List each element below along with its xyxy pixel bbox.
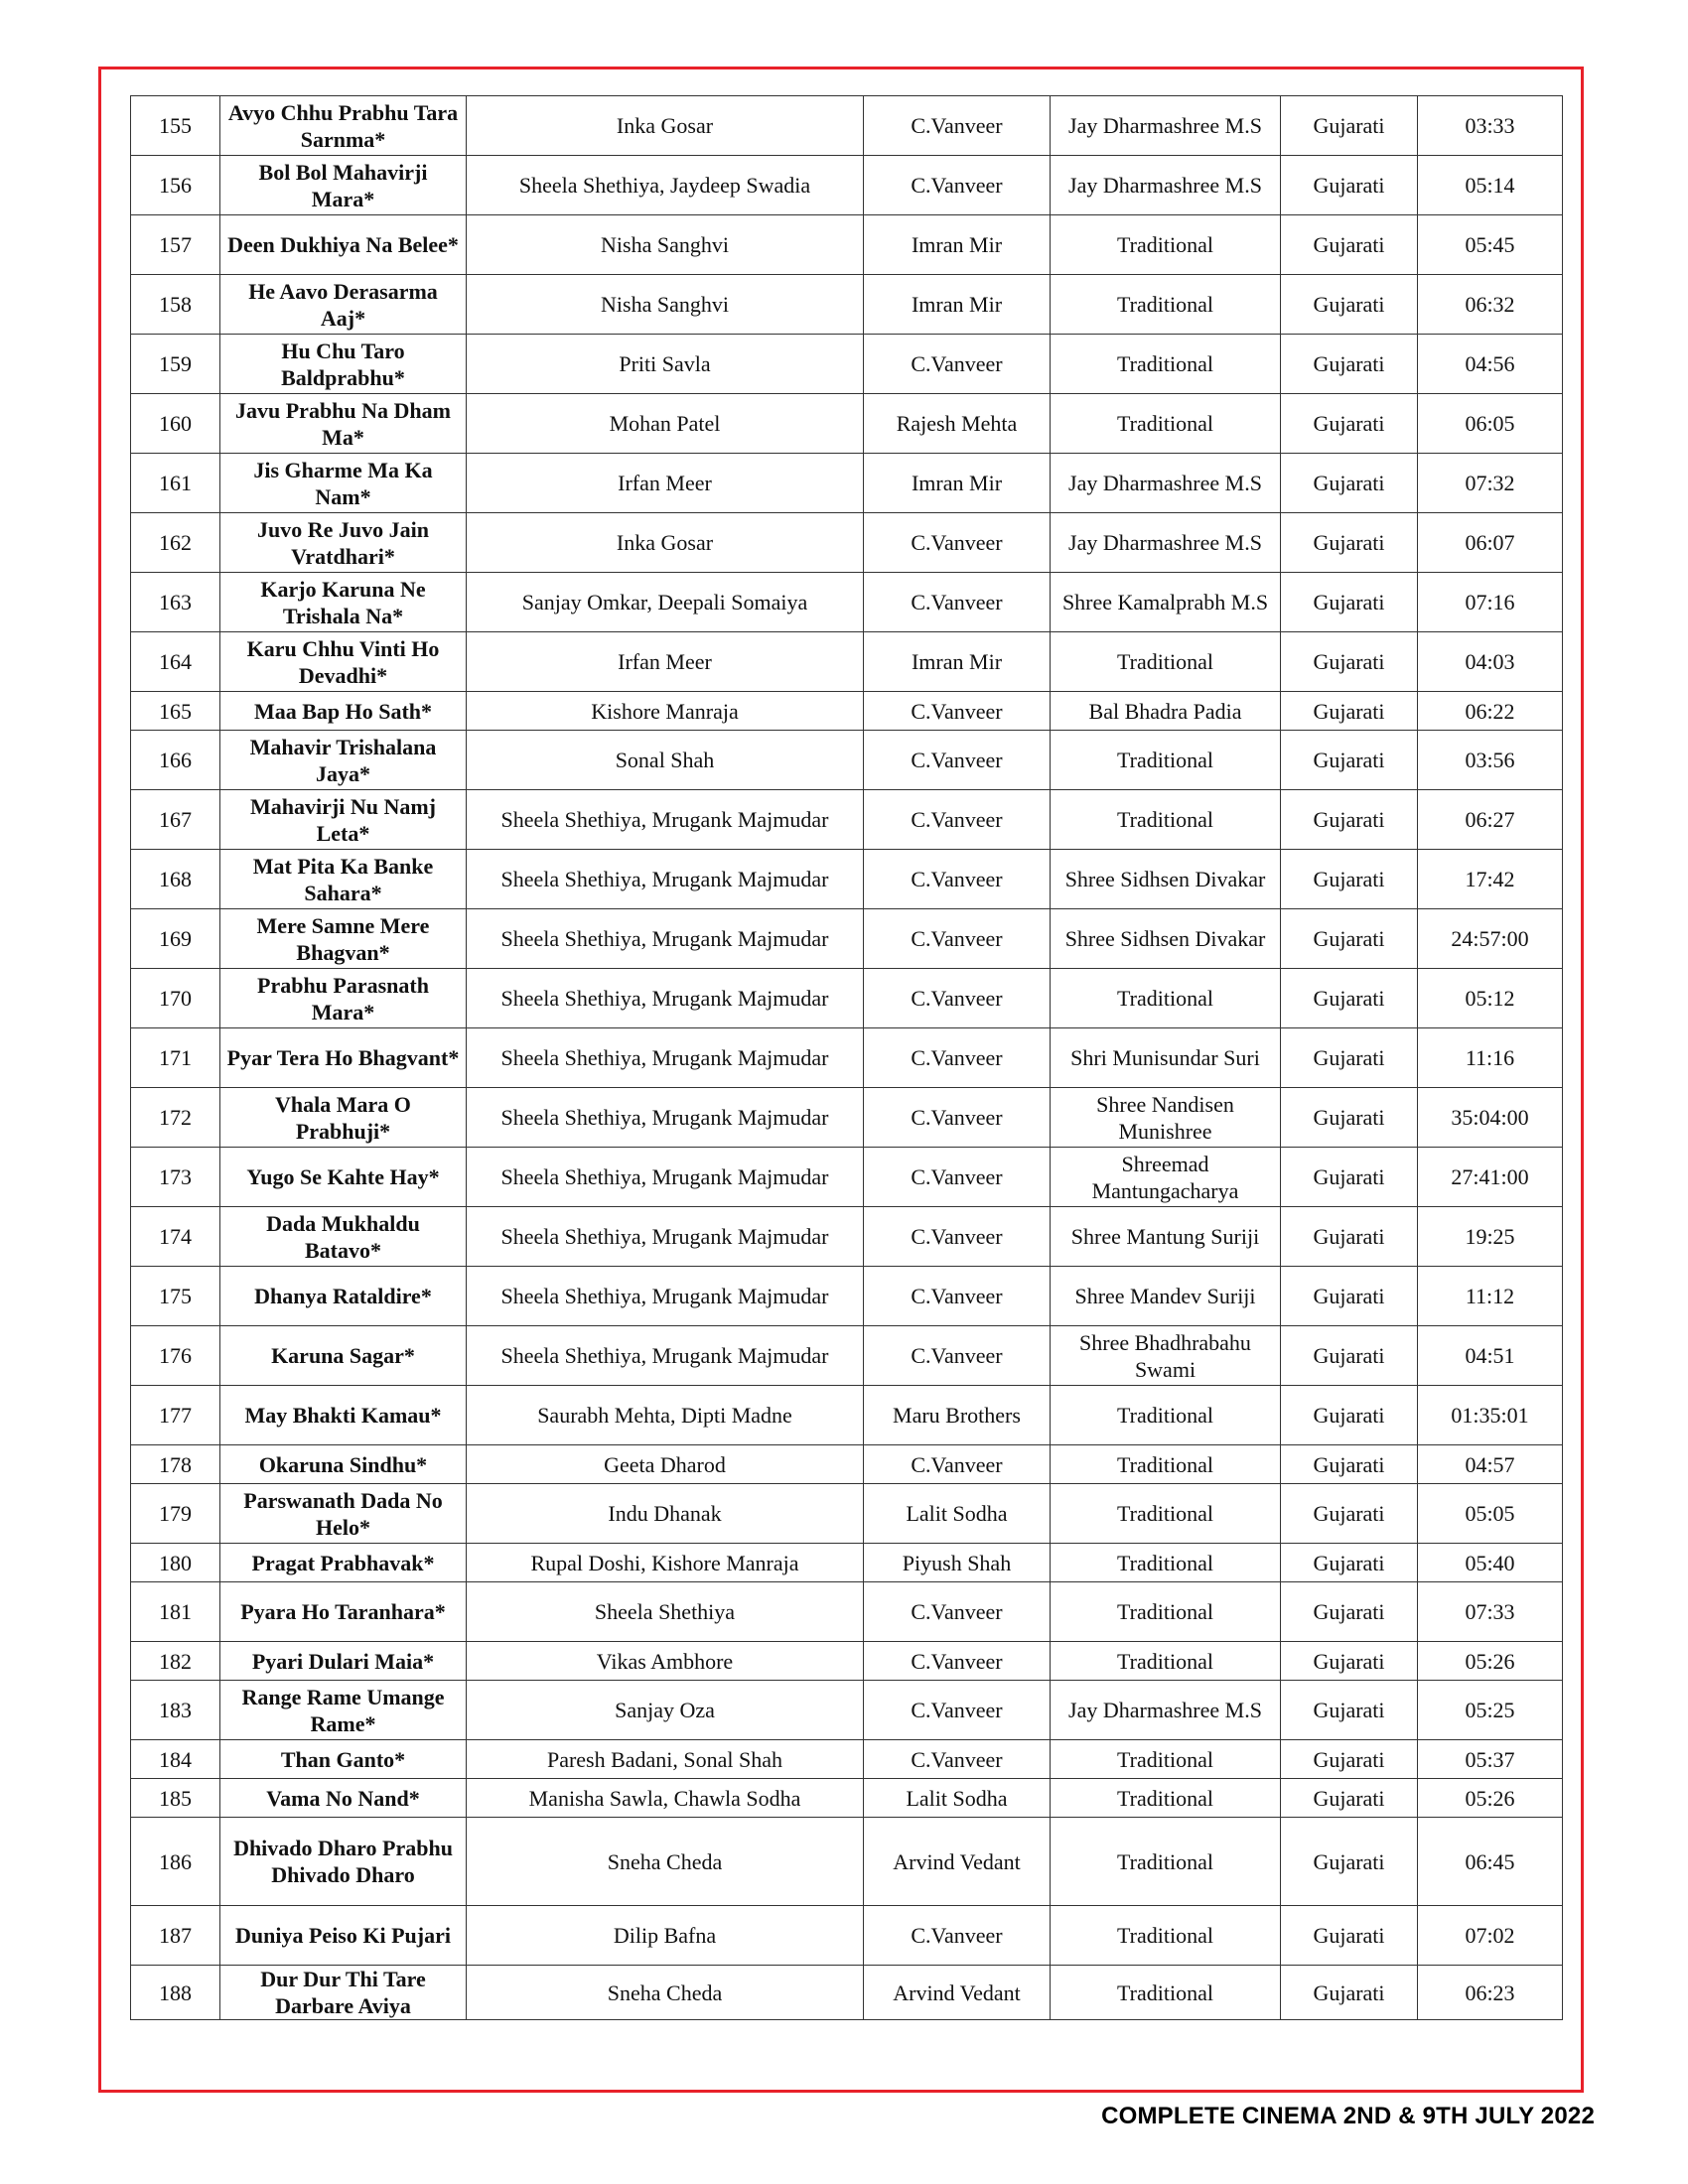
duration-cell: 06:32 (1418, 275, 1563, 335)
lyricist-cell: Shree Sidhsen Divakar (1051, 909, 1281, 969)
song-title-cell: Maa Bap Ho Sath* (220, 692, 467, 731)
serial-number-cell: 163 (131, 573, 220, 632)
lyricist-cell: Shree Sidhsen Divakar (1051, 850, 1281, 909)
lyricist-cell: Shree Bhadhrabahu Swami (1051, 1326, 1281, 1386)
table-row (131, 394, 1563, 454)
song-title-cell: Prabhu Parasnath Mara* (220, 969, 467, 1028)
song-title-cell: Dhivado Dharo Prabhu Dhivado Dharo (220, 1818, 467, 1906)
singer-cell: Irfan Meer (467, 632, 864, 692)
music-director-cell: C.Vanveer (864, 1642, 1051, 1681)
table-row (131, 632, 1563, 692)
song-title-cell: Than Ganto* (220, 1740, 467, 1779)
language-cell: Gujarati (1281, 790, 1418, 850)
lyricist-cell: Traditional (1051, 275, 1281, 335)
table-row (131, 731, 1563, 790)
table-row (131, 275, 1563, 335)
serial-number-cell: 175 (131, 1267, 220, 1326)
song-title-cell: Jis Gharme Ma Ka Nam* (220, 454, 467, 513)
music-director-cell: C.Vanveer (864, 1088, 1051, 1148)
duration-cell: 04:56 (1418, 335, 1563, 394)
music-director-cell: C.Vanveer (864, 96, 1051, 156)
language-cell: Gujarati (1281, 215, 1418, 275)
music-director-cell: Imran Mir (864, 454, 1051, 513)
music-director-cell: C.Vanveer (864, 692, 1051, 731)
serial-number-cell: 174 (131, 1207, 220, 1267)
singer-cell: Sheela Shethiya, Mrugank Majmudar (467, 969, 864, 1028)
singer-cell: Sheela Shethiya, Mrugank Majmudar (467, 850, 864, 909)
song-title-cell: Vama No Nand* (220, 1779, 467, 1818)
lyricist-cell: Shreemad Mantungacharya (1051, 1148, 1281, 1207)
duration-cell: 04:03 (1418, 632, 1563, 692)
serial-number-cell: 178 (131, 1445, 220, 1484)
song-title-cell: Duniya Peiso Ki Pujari (220, 1906, 467, 1966)
duration-cell: 05:40 (1418, 1544, 1563, 1582)
singer-cell: Sheela Shethiya, Mrugank Majmudar (467, 1326, 864, 1386)
table-body (131, 96, 1563, 2020)
table-row (131, 513, 1563, 573)
language-cell: Gujarati (1281, 1681, 1418, 1740)
music-director-cell: C.Vanveer (864, 1582, 1051, 1642)
language-cell: Gujarati (1281, 692, 1418, 731)
singer-cell: Sneha Cheda (467, 1966, 864, 2020)
table-row (131, 1267, 1563, 1326)
serial-number-cell: 170 (131, 969, 220, 1028)
music-director-cell: Imran Mir (864, 632, 1051, 692)
duration-cell: 05:05 (1418, 1484, 1563, 1544)
music-director-cell: C.Vanveer (864, 513, 1051, 573)
serial-number-cell: 179 (131, 1484, 220, 1544)
language-cell: Gujarati (1281, 969, 1418, 1028)
duration-cell: 11:12 (1418, 1267, 1563, 1326)
song-title-cell: Javu Prabhu Na Dham Ma* (220, 394, 467, 454)
duration-cell: 06:07 (1418, 513, 1563, 573)
language-cell: Gujarati (1281, 731, 1418, 790)
table-row (131, 850, 1563, 909)
lyricist-cell: Jay Dharmashree M.S (1051, 454, 1281, 513)
music-director-cell: C.Vanveer (864, 1326, 1051, 1386)
lyricist-cell: Traditional (1051, 1582, 1281, 1642)
duration-cell: 07:16 (1418, 573, 1563, 632)
duration-cell: 27:41:00 (1418, 1148, 1563, 1207)
lyricist-cell: Traditional (1051, 215, 1281, 275)
music-director-cell: C.Vanveer (864, 850, 1051, 909)
duration-cell: 07:32 (1418, 454, 1563, 513)
table-row (131, 156, 1563, 215)
language-cell: Gujarati (1281, 1148, 1418, 1207)
duration-cell: 05:26 (1418, 1779, 1563, 1818)
music-director-cell: Piyush Shah (864, 1544, 1051, 1582)
song-table (130, 95, 1563, 2020)
language-cell: Gujarati (1281, 909, 1418, 969)
language-cell: Gujarati (1281, 1326, 1418, 1386)
serial-number-cell: 182 (131, 1642, 220, 1681)
singer-cell: Sheela Shethiya, Jaydeep Swadia (467, 156, 864, 215)
language-cell: Gujarati (1281, 513, 1418, 573)
table-row (131, 1818, 1563, 1906)
serial-number-cell: 169 (131, 909, 220, 969)
table-row (131, 1544, 1563, 1582)
table-row (131, 573, 1563, 632)
music-director-cell: Maru Brothers (864, 1386, 1051, 1445)
singer-cell: Sheela Shethiya, Mrugank Majmudar (467, 909, 864, 969)
duration-cell: 05:14 (1418, 156, 1563, 215)
serial-number-cell: 181 (131, 1582, 220, 1642)
footer-text: COMPLETE CINEMA 2ND & 9TH JULY 2022 (1101, 2103, 1595, 2129)
music-director-cell: C.Vanveer (864, 1267, 1051, 1326)
serial-number-cell: 173 (131, 1148, 220, 1207)
serial-number-cell: 165 (131, 692, 220, 731)
serial-number-cell: 162 (131, 513, 220, 573)
table-row (131, 1779, 1563, 1818)
song-title-cell: Dur Dur Thi Tare Darbare Aviya (220, 1966, 467, 2020)
language-cell: Gujarati (1281, 1582, 1418, 1642)
language-cell: Gujarati (1281, 1966, 1418, 2020)
serial-number-cell: 157 (131, 215, 220, 275)
lyricist-cell: Shree Mantung Suriji (1051, 1207, 1281, 1267)
song-title-cell: Mahavirji Nu Namj Leta* (220, 790, 467, 850)
serial-number-cell: 160 (131, 394, 220, 454)
singer-cell: Geeta Dharod (467, 1445, 864, 1484)
singer-cell: Sheela Shethiya, Mrugank Majmudar (467, 1267, 864, 1326)
language-cell: Gujarati (1281, 1445, 1418, 1484)
duration-cell: 04:51 (1418, 1326, 1563, 1386)
language-cell: Gujarati (1281, 1386, 1418, 1445)
song-title-cell: Range Rame Umange Rame* (220, 1681, 467, 1740)
singer-cell: Saurabh Mehta, Dipti Madne (467, 1386, 864, 1445)
singer-cell: Sheela Shethiya, Mrugank Majmudar (467, 1028, 864, 1088)
song-title-cell: Dhanya Rataldire* (220, 1267, 467, 1326)
language-cell: Gujarati (1281, 632, 1418, 692)
lyricist-cell: Traditional (1051, 731, 1281, 790)
music-director-cell: Imran Mir (864, 275, 1051, 335)
music-director-cell: C.Vanveer (864, 573, 1051, 632)
singer-cell: Mohan Patel (467, 394, 864, 454)
singer-cell: Inka Gosar (467, 96, 864, 156)
language-cell: Gujarati (1281, 1267, 1418, 1326)
singer-cell: Sanjay Omkar, Deepali Somaiya (467, 573, 864, 632)
table-row (131, 1386, 1563, 1445)
singer-cell: Sheela Shethiya, Mrugank Majmudar (467, 1088, 864, 1148)
duration-cell: 05:26 (1418, 1642, 1563, 1681)
table-row (131, 1088, 1563, 1148)
table-row (131, 1484, 1563, 1544)
serial-number-cell: 186 (131, 1818, 220, 1906)
music-director-cell: C.Vanveer (864, 335, 1051, 394)
song-title-cell: Deen Dukhiya Na Belee* (220, 215, 467, 275)
music-director-cell: C.Vanveer (864, 969, 1051, 1028)
song-title-cell: Avyo Chhu Prabhu Tara Sarnma* (220, 96, 467, 156)
serial-number-cell: 187 (131, 1906, 220, 1966)
serial-number-cell: 184 (131, 1740, 220, 1779)
singer-cell: Nisha Sanghvi (467, 215, 864, 275)
music-director-cell: Arvind Vedant (864, 1818, 1051, 1906)
language-cell: Gujarati (1281, 1906, 1418, 1966)
lyricist-cell: Jay Dharmashree M.S (1051, 156, 1281, 215)
singer-cell: Sheela Shethiya, Mrugank Majmudar (467, 1207, 864, 1267)
serial-number-cell: 161 (131, 454, 220, 513)
duration-cell: 05:25 (1418, 1681, 1563, 1740)
singer-cell: Sheela Shethiya, Mrugank Majmudar (467, 790, 864, 850)
lyricist-cell: Traditional (1051, 1966, 1281, 2020)
table-row (131, 215, 1563, 275)
language-cell: Gujarati (1281, 573, 1418, 632)
lyricist-cell: Traditional (1051, 394, 1281, 454)
singer-cell: Sheela Shethiya, Mrugank Majmudar (467, 1148, 864, 1207)
table-row (131, 969, 1563, 1028)
table-row (131, 909, 1563, 969)
singer-cell: Sonal Shah (467, 731, 864, 790)
language-cell: Gujarati (1281, 1028, 1418, 1088)
music-director-cell: Lalit Sodha (864, 1779, 1051, 1818)
table-row (131, 1028, 1563, 1088)
duration-cell: 11:16 (1418, 1028, 1563, 1088)
table-row (131, 454, 1563, 513)
music-director-cell: C.Vanveer (864, 1028, 1051, 1088)
duration-cell: 03:56 (1418, 731, 1563, 790)
table-row (131, 1966, 1563, 2020)
language-cell: Gujarati (1281, 1642, 1418, 1681)
language-cell: Gujarati (1281, 1818, 1418, 1906)
singer-cell: Nisha Sanghvi (467, 275, 864, 335)
language-cell: Gujarati (1281, 1088, 1418, 1148)
song-title-cell: Bol Bol Mahavirji Mara* (220, 156, 467, 215)
table-row (131, 1582, 1563, 1642)
music-director-cell: C.Vanveer (864, 1906, 1051, 1966)
music-director-cell: C.Vanveer (864, 1148, 1051, 1207)
song-title-cell: Karuna Sagar* (220, 1326, 467, 1386)
singer-cell: Indu Dhanak (467, 1484, 864, 1544)
serial-number-cell: 172 (131, 1088, 220, 1148)
song-title-cell: Mere Samne Mere Bhagvan* (220, 909, 467, 969)
music-director-cell: C.Vanveer (864, 731, 1051, 790)
song-title-cell: Pyar Tera Ho Bhagvant* (220, 1028, 467, 1088)
language-cell: Gujarati (1281, 96, 1418, 156)
song-title-cell: Pyara Ho Taranhara* (220, 1582, 467, 1642)
singer-cell: Rupal Doshi, Kishore Manraja (467, 1544, 864, 1582)
duration-cell: 06:22 (1418, 692, 1563, 731)
lyricist-cell: Traditional (1051, 790, 1281, 850)
singer-cell: Sneha Cheda (467, 1818, 864, 1906)
duration-cell: 01:35:01 (1418, 1386, 1563, 1445)
lyricist-cell: Traditional (1051, 1445, 1281, 1484)
duration-cell: 03:33 (1418, 96, 1563, 156)
serial-number-cell: 167 (131, 790, 220, 850)
song-title-cell: Juvo Re Juvo Jain Vratdhari* (220, 513, 467, 573)
singer-cell: Sheela Shethiya (467, 1582, 864, 1642)
table-row (131, 1740, 1563, 1779)
singer-cell: Paresh Badani, Sonal Shah (467, 1740, 864, 1779)
language-cell: Gujarati (1281, 1207, 1418, 1267)
lyricist-cell: Jay Dharmashree M.S (1051, 96, 1281, 156)
language-cell: Gujarati (1281, 1779, 1418, 1818)
lyricist-cell: Traditional (1051, 1484, 1281, 1544)
lyricist-cell: Jay Dharmashree M.S (1051, 513, 1281, 573)
duration-cell: 05:12 (1418, 969, 1563, 1028)
song-title-cell: Karjo Karuna Ne Trishala Na* (220, 573, 467, 632)
song-title-cell: Karu Chhu Vinti Ho Devadhi* (220, 632, 467, 692)
serial-number-cell: 180 (131, 1544, 220, 1582)
song-title-cell: Yugo Se Kahte Hay* (220, 1148, 467, 1207)
serial-number-cell: 156 (131, 156, 220, 215)
lyricist-cell: Traditional (1051, 1386, 1281, 1445)
singer-cell: Dilip Bafna (467, 1906, 864, 1966)
duration-cell: 05:37 (1418, 1740, 1563, 1779)
language-cell: Gujarati (1281, 156, 1418, 215)
serial-number-cell: 158 (131, 275, 220, 335)
lyricist-cell: Traditional (1051, 969, 1281, 1028)
music-director-cell: C.Vanveer (864, 790, 1051, 850)
table-row (131, 1148, 1563, 1207)
language-cell: Gujarati (1281, 1544, 1418, 1582)
music-director-cell: C.Vanveer (864, 1740, 1051, 1779)
music-director-cell: Rajesh Mehta (864, 394, 1051, 454)
song-title-cell: Mahavir Trishalana Jaya* (220, 731, 467, 790)
table-row (131, 1445, 1563, 1484)
lyricist-cell: Jay Dharmashree M.S (1051, 1681, 1281, 1740)
serial-number-cell: 185 (131, 1779, 220, 1818)
duration-cell: 06:27 (1418, 790, 1563, 850)
language-cell: Gujarati (1281, 454, 1418, 513)
serial-number-cell: 168 (131, 850, 220, 909)
table-row (131, 1207, 1563, 1267)
lyricist-cell: Traditional (1051, 1544, 1281, 1582)
music-director-cell: C.Vanveer (864, 1681, 1051, 1740)
song-title-cell: Pyari Dulari Maia* (220, 1642, 467, 1681)
song-title-cell: Mat Pita Ka Banke Sahara* (220, 850, 467, 909)
singer-cell: Sanjay Oza (467, 1681, 864, 1740)
lyricist-cell: Traditional (1051, 1740, 1281, 1779)
table-row (131, 1906, 1563, 1966)
music-director-cell: C.Vanveer (864, 1207, 1051, 1267)
duration-cell: 19:25 (1418, 1207, 1563, 1267)
language-cell: Gujarati (1281, 394, 1418, 454)
duration-cell: 06:05 (1418, 394, 1563, 454)
duration-cell: 05:45 (1418, 215, 1563, 275)
singer-cell: Kishore Manraja (467, 692, 864, 731)
serial-number-cell: 164 (131, 632, 220, 692)
table-row (131, 1326, 1563, 1386)
serial-number-cell: 188 (131, 1966, 220, 2020)
music-director-cell: Imran Mir (864, 215, 1051, 275)
serial-number-cell: 166 (131, 731, 220, 790)
duration-cell: 35:04:00 (1418, 1088, 1563, 1148)
table-row (131, 1681, 1563, 1740)
table-row (131, 790, 1563, 850)
language-cell: Gujarati (1281, 850, 1418, 909)
table-row (131, 96, 1563, 156)
lyricist-cell: Traditional (1051, 1906, 1281, 1966)
duration-cell: 17:42 (1418, 850, 1563, 909)
lyricist-cell: Shree Kamalprabh M.S (1051, 573, 1281, 632)
singer-cell: Manisha Sawla, Chawla Sodha (467, 1779, 864, 1818)
serial-number-cell: 177 (131, 1386, 220, 1445)
song-title-cell: Parswanath Dada No Helo* (220, 1484, 467, 1544)
table-row (131, 692, 1563, 731)
duration-cell: 07:33 (1418, 1582, 1563, 1642)
singer-cell: Vikas Ambhore (467, 1642, 864, 1681)
language-cell: Gujarati (1281, 335, 1418, 394)
serial-number-cell: 155 (131, 96, 220, 156)
duration-cell: 06:45 (1418, 1818, 1563, 1906)
singer-cell: Irfan Meer (467, 454, 864, 513)
lyricist-cell: Traditional (1051, 632, 1281, 692)
table-row (131, 1642, 1563, 1681)
duration-cell: 07:02 (1418, 1906, 1563, 1966)
music-director-cell: Lalit Sodha (864, 1484, 1051, 1544)
song-title-cell: Vhala Mara O Prabhuji* (220, 1088, 467, 1148)
serial-number-cell: 171 (131, 1028, 220, 1088)
lyricist-cell: Traditional (1051, 1779, 1281, 1818)
language-cell: Gujarati (1281, 1740, 1418, 1779)
song-title-cell: Okaruna Sindhu* (220, 1445, 467, 1484)
serial-number-cell: 159 (131, 335, 220, 394)
language-cell: Gujarati (1281, 275, 1418, 335)
lyricist-cell: Shree Mandev Suriji (1051, 1267, 1281, 1326)
singer-cell: Priti Savla (467, 335, 864, 394)
music-director-cell: C.Vanveer (864, 156, 1051, 215)
singer-cell: Inka Gosar (467, 513, 864, 573)
song-title-cell: May Bhakti Kamau* (220, 1386, 467, 1445)
song-title-cell: He Aavo Derasarma Aaj* (220, 275, 467, 335)
music-director-cell: Arvind Vedant (864, 1966, 1051, 2020)
lyricist-cell: Traditional (1051, 1818, 1281, 1906)
lyricist-cell: Shri Munisundar Suri (1051, 1028, 1281, 1088)
language-cell: Gujarati (1281, 1484, 1418, 1544)
music-director-cell: C.Vanveer (864, 909, 1051, 969)
lyricist-cell: Traditional (1051, 335, 1281, 394)
duration-cell: 24:57:00 (1418, 909, 1563, 969)
lyricist-cell: Shree Nandisen Munishree (1051, 1088, 1281, 1148)
music-director-cell: C.Vanveer (864, 1445, 1051, 1484)
lyricist-cell: Traditional (1051, 1642, 1281, 1681)
song-title-cell: Hu Chu Taro Baldprabhu* (220, 335, 467, 394)
song-title-cell: Dada Mukhaldu Batavo* (220, 1207, 467, 1267)
duration-cell: 04:57 (1418, 1445, 1563, 1484)
serial-number-cell: 176 (131, 1326, 220, 1386)
song-title-cell: Pragat Prabhavak* (220, 1544, 467, 1582)
table-row (131, 335, 1563, 394)
duration-cell: 06:23 (1418, 1966, 1563, 2020)
lyricist-cell: Bal Bhadra Padia (1051, 692, 1281, 731)
serial-number-cell: 183 (131, 1681, 220, 1740)
